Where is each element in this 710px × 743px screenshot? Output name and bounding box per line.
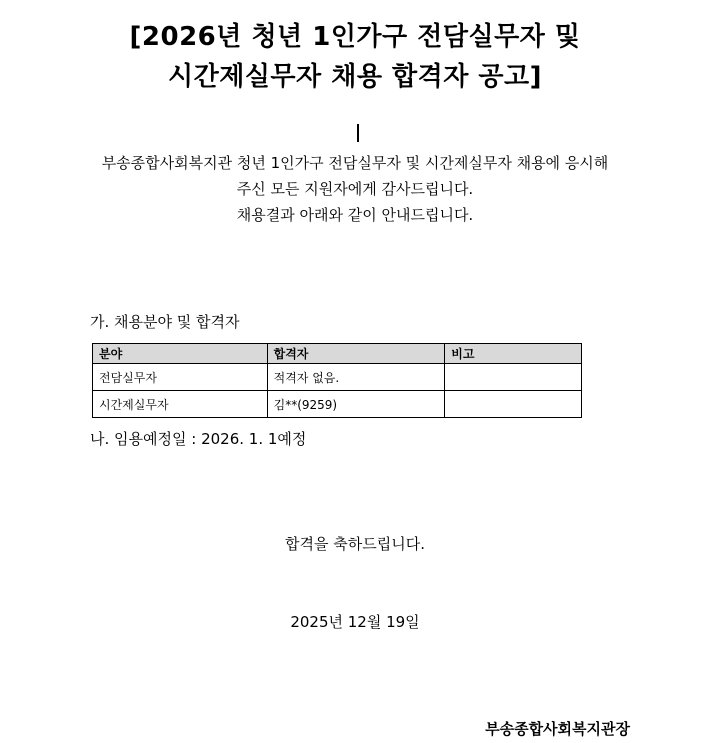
table-cell: 시간제실무자 — [93, 391, 268, 418]
intro-line-2: 주신 모든 지원자에게 감사드립니다. — [236, 180, 474, 198]
title-line-1: [2026년 청년 1인가구 전담실무자 및 — [129, 22, 581, 52]
intro-line-1: 부송종합사회복지관 청년 1인가구 전담실무자 및 시간제실무자 채용에 응시해 — [101, 154, 609, 172]
section-a-heading: 가. 채용분야 및 합격자 — [90, 313, 240, 331]
table-header-note: 비고 — [445, 344, 582, 364]
signature: 부송종합사회복지관장 — [485, 720, 630, 738]
intro-line-3: 채용결과 아래와 같이 안내드립니다. — [236, 206, 474, 224]
table-header-row — [93, 344, 582, 364]
title-line-2: 시간제실무자 채용 합격자 공고] — [167, 62, 543, 92]
section-b-heading: 나. 임용예정일 : 2026. 1. 1예정 — [90, 430, 307, 448]
table-header-passer: 합격자 — [267, 344, 445, 364]
table-row — [93, 391, 582, 418]
table-cell: 적격자 없음. — [267, 364, 445, 391]
table-cell: 김**(9259) — [267, 391, 445, 418]
announcement-date: 2025년 12월 19일 — [290, 613, 420, 631]
table-header-field: 분야 — [93, 344, 268, 364]
table-cell — [445, 391, 582, 418]
table-row — [93, 364, 582, 391]
result-table — [92, 343, 582, 418]
text-cursor[interactable] — [357, 124, 359, 142]
table-cell: 전담실무자 — [93, 364, 268, 391]
congrats-message: 합격을 축하드립니다. — [285, 535, 425, 553]
table-cell — [445, 364, 582, 391]
